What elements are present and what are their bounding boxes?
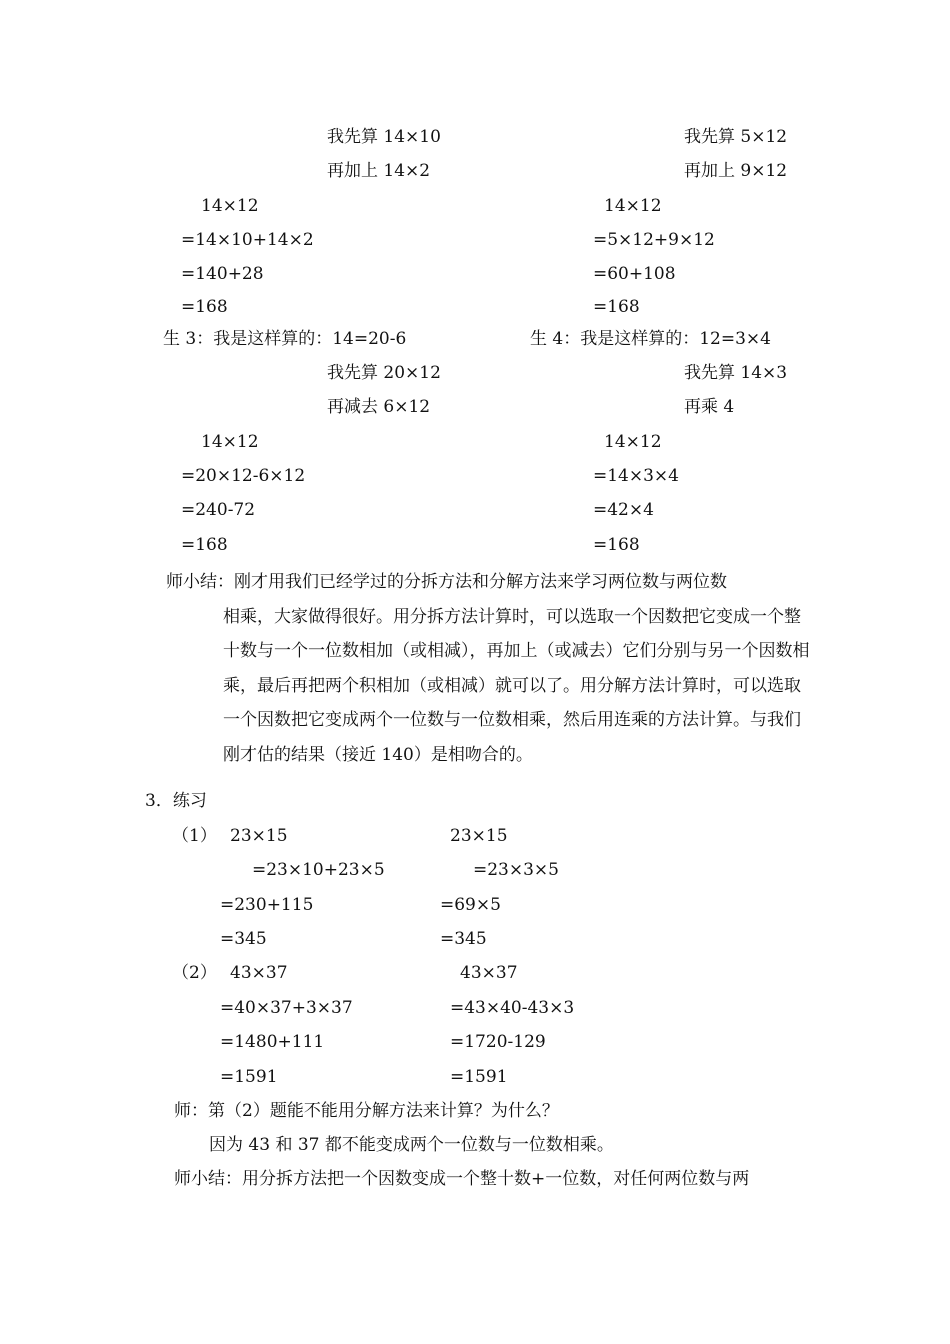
exercise1-right-line: 23×15 [450, 826, 508, 846]
teacher-summary-1 [166, 565, 814, 772]
exercise1-left-line: 23×15 [230, 826, 288, 846]
student3-intro: 生 3：我是这样算的：14=20-6 [163, 329, 407, 349]
teacher-summary-2: 师小结：用分拆方法把一个因数变成一个整十数+一位数，对任何两位数与两 [174, 1169, 750, 1189]
exercise2-left-line: =1591 [220, 1067, 278, 1087]
student3-note1: 我先算 20×12 [327, 363, 441, 383]
student4-note1: 我先算 14×3 [684, 363, 788, 383]
student4-note2: 再乘 4 [684, 397, 735, 417]
exercise2-right-line: =1720-129 [450, 1032, 546, 1052]
top-left-note1: 我先算 14×10 [327, 127, 441, 147]
exercise1-right-line: =69×5 [440, 895, 501, 915]
exercise1-left-line: =230+115 [220, 895, 314, 915]
exercise2-label: （2） [172, 963, 217, 983]
top-left-line: =140+28 [181, 264, 264, 284]
practice-heading: 3．练习 [145, 791, 207, 811]
top-right-line: =60+108 [593, 264, 676, 284]
student3-note2: 再减去 6×12 [327, 397, 431, 417]
exercise1-label: （1） [172, 826, 217, 846]
summary1-body: 相乘，大家做得很好。用分拆方法计算时，可以选取一个因数把它变成一个整十数与一个一位数相加（或相减），再加上（或减去）它们分别与另一个因数相乘，最后再把两个积相加（或相减）就可以了。用分解方法计算时，可以选取一个因数把它变成两个一位数与一位数相乘，然后用连乘的方法计算。与我们刚才估的结果（接近 140）是相吻合的。 [223, 606, 810, 765]
top-left-note2: 再加上 14×2 [327, 161, 431, 181]
exercise1-right-line: =23×3×5 [473, 860, 559, 880]
summary1-first-line: 师小结：刚才用我们已经学过的分拆方法和分解方法来学习两位数与两位数 [166, 572, 727, 592]
student3-line: =240-72 [181, 500, 256, 520]
student4-intro: 生 4：我是这样算的：12=3×4 [530, 329, 771, 349]
top-right-line: =168 [593, 297, 640, 317]
top-right-line: =5×12+9×12 [593, 230, 715, 250]
top-left-line: =168 [181, 297, 228, 317]
exercise2-left-line: 43×37 [230, 963, 288, 983]
student3-line: =168 [181, 535, 228, 555]
student4-line: =168 [593, 535, 640, 555]
answer-text: 因为 43 和 37 都不能变成两个一位数与一位数相乘。 [209, 1135, 614, 1155]
top-right-note1: 我先算 5×12 [684, 127, 788, 147]
top-left-line: 14×12 [201, 196, 259, 216]
exercise1-left-line: =23×10+23×5 [252, 860, 385, 880]
top-left-line: =14×10+14×2 [181, 230, 314, 250]
exercise2-left-line: =40×37+3×37 [220, 998, 353, 1018]
student3-line: =20×12-6×12 [181, 466, 306, 486]
top-right-line: 14×12 [604, 196, 662, 216]
student4-line: =14×3×4 [593, 466, 679, 486]
student3-line: 14×12 [201, 432, 259, 452]
top-right-note2: 再加上 9×12 [684, 161, 788, 181]
exercise2-right-line: =43×40-43×3 [450, 998, 575, 1018]
exercise2-right-line: =1591 [450, 1067, 508, 1087]
student4-line: =42×4 [593, 500, 654, 520]
student4-line: 14×12 [604, 432, 662, 452]
exercise1-left-line: =345 [220, 929, 267, 949]
exercise2-left-line: =1480+111 [220, 1032, 325, 1052]
exercise1-right-line: =345 [440, 929, 487, 949]
exercise2-right-line: 43×37 [460, 963, 518, 983]
teacher-question: 师：第（2）题能不能用分解方法来计算？为什么？ [174, 1101, 559, 1121]
